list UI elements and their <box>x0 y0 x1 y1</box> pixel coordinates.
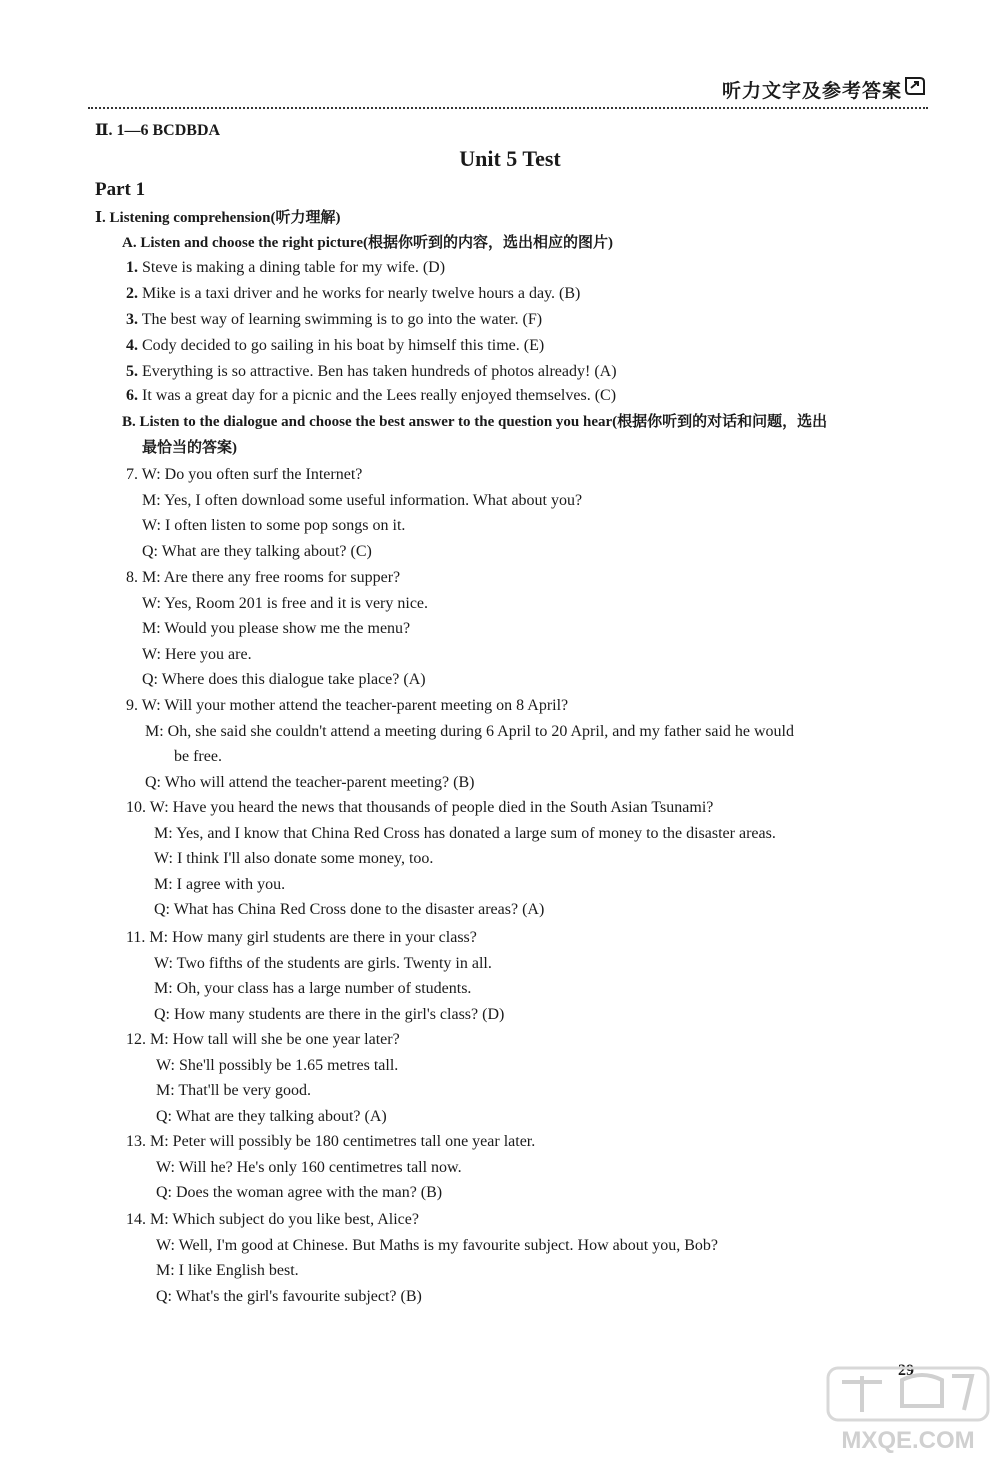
list-item <box>126 336 544 356</box>
header-title: 听力文字及参考答案 <box>721 80 902 102</box>
dialogue-line: W: Well, I'm good at Chinese. But Maths is my favourite subject. How about you, Bob? <box>156 1237 718 1254</box>
item-number: 6. <box>126 387 138 404</box>
dialogue-line: Q: What are they talking about? (C) <box>142 543 372 560</box>
dialogue-line: M: I agree with you. <box>154 876 286 893</box>
dialogue-line: W: Here you are. <box>142 646 252 663</box>
page-number: 29 <box>898 1362 914 1379</box>
dialogue-first-line: 12. M: How tall will she be one year later? <box>126 1031 400 1048</box>
item-number: 4. <box>126 337 138 354</box>
dialogue-first-line: 7. W: Do you often surf the Internet? <box>126 466 363 483</box>
dialogue-line: W: I think I'll also donate some money, too. <box>154 850 434 867</box>
watermark-text: MXQE.COM <box>841 1427 975 1454</box>
dialogue-line: M: Yes, and I know that China Red Cross has donated a large sum of money to the disaster areas. <box>154 825 776 842</box>
dialogue-first-line: 11. M: How many girl students are there in your class? <box>126 929 477 946</box>
item-text: Everything is so attractive. Ben has taken hundreds of photos already! (A) <box>142 363 617 380</box>
subsection-b-heading-line2: 最恰当的答案) <box>142 440 237 456</box>
dialogue-line: Q: Does the woman agree with the man? (B) <box>156 1184 443 1201</box>
subsection-a-heading: A. Listen and choose the right picture(根据你听到的内容，选出相应的图片) <box>122 235 613 251</box>
dialogue-line: M: Oh, your class has a large number of students. <box>154 980 472 997</box>
dialogue-line: W: I often listen to some pop songs on it. <box>142 517 406 534</box>
unit-title: Unit 5 Test <box>459 146 561 171</box>
dialogue-line: Q: What are they talking about? (A) <box>156 1108 387 1125</box>
header-dotted-rule <box>88 107 928 109</box>
list-item <box>126 386 616 406</box>
item-number: 2. <box>126 285 138 302</box>
watermark-logo <box>822 1362 992 1454</box>
dialogue-line: Q: What's the girl's favourite subject? (B) <box>156 1288 422 1305</box>
book-corner-icon <box>904 74 926 96</box>
dialogue-line: M: I like English best. <box>156 1262 299 1279</box>
dialogue-first-line: 10. W: Have you heard the news that thousands of people died in the South Asian Tsunami? <box>126 799 714 816</box>
dialogue-line: M: That'll be very good. <box>156 1082 312 1099</box>
item-text: Mike is a taxi driver and he works for nearly twelve hours a day. (B) <box>142 285 581 302</box>
dialogue-line: M: Oh, she said she couldn't attend a meeting during 6 April to 20 April, and my father said he would <box>145 723 794 740</box>
dialogue-line: Q: Who will attend the teacher-parent meeting? (B) <box>145 774 475 791</box>
dialogue-line: W: Will he? He's only 160 centimetres tall now. <box>156 1159 462 1176</box>
dialogue-line: M: Would you please show me the menu? <box>142 620 411 637</box>
dialogue-first-line: 13. M: Peter will possibly be 180 centimetres tall one year later. <box>126 1133 536 1150</box>
part-heading: Part 1 <box>95 179 146 200</box>
dialogue-first-line: 9. W: Will your mother attend the teacher-parent meeting on 8 April? <box>126 697 569 714</box>
dialogue-first-line: 14. M: Which subject do you like best, Alice? <box>126 1211 419 1228</box>
dialogue-first-line: 8. M: Are there any free rooms for supper? <box>126 569 401 586</box>
dialogue-line: Q: Where does this dialogue take place? (A) <box>142 671 426 688</box>
subsection-b-heading-line1: B. Listen to the dialogue and choose the best answer to the question you hear(根据你听到的对话和问题，选出 <box>122 414 828 430</box>
dialogue-line: W: She'll possibly be 1.65 metres tall. <box>156 1057 399 1074</box>
list-item <box>126 310 542 330</box>
list-item <box>126 258 445 278</box>
dialogue-line: Q: How many students are there in the girl's class? (D) <box>154 1006 505 1023</box>
list-item <box>126 362 617 382</box>
item-text: Cody decided to go sailing in his boat by himself this time. (E) <box>142 337 545 354</box>
previous-answer-line: Ⅱ. 1—6 BCDBDA <box>95 122 221 139</box>
dialogue-line: Q: What has China Red Cross done to the disaster areas? (A) <box>154 901 545 918</box>
item-number: 1. <box>126 259 138 276</box>
list-item <box>126 284 580 304</box>
dialogue-line: be free. <box>174 748 222 765</box>
section-heading: Ⅰ. Listening comprehension(听力理解) <box>95 210 341 226</box>
item-text: It was a great day for a picnic and the Lees really enjoyed themselves. (C) <box>142 387 617 404</box>
dialogue-line: M: Yes, I often download some useful information. What about you? <box>142 492 583 509</box>
dialogue-line: W: Yes, Room 201 is free and it is very nice. <box>142 595 429 612</box>
dialogue-line: W: Two fifths of the students are girls. Twenty in all. <box>154 955 492 972</box>
item-text: Steve is making a dining table for my wife. (D) <box>142 259 446 276</box>
item-number: 3. <box>126 311 138 328</box>
item-text: The best way of learning swimming is to go into the water. (F) <box>141 311 543 328</box>
item-number: 5. <box>126 363 138 380</box>
